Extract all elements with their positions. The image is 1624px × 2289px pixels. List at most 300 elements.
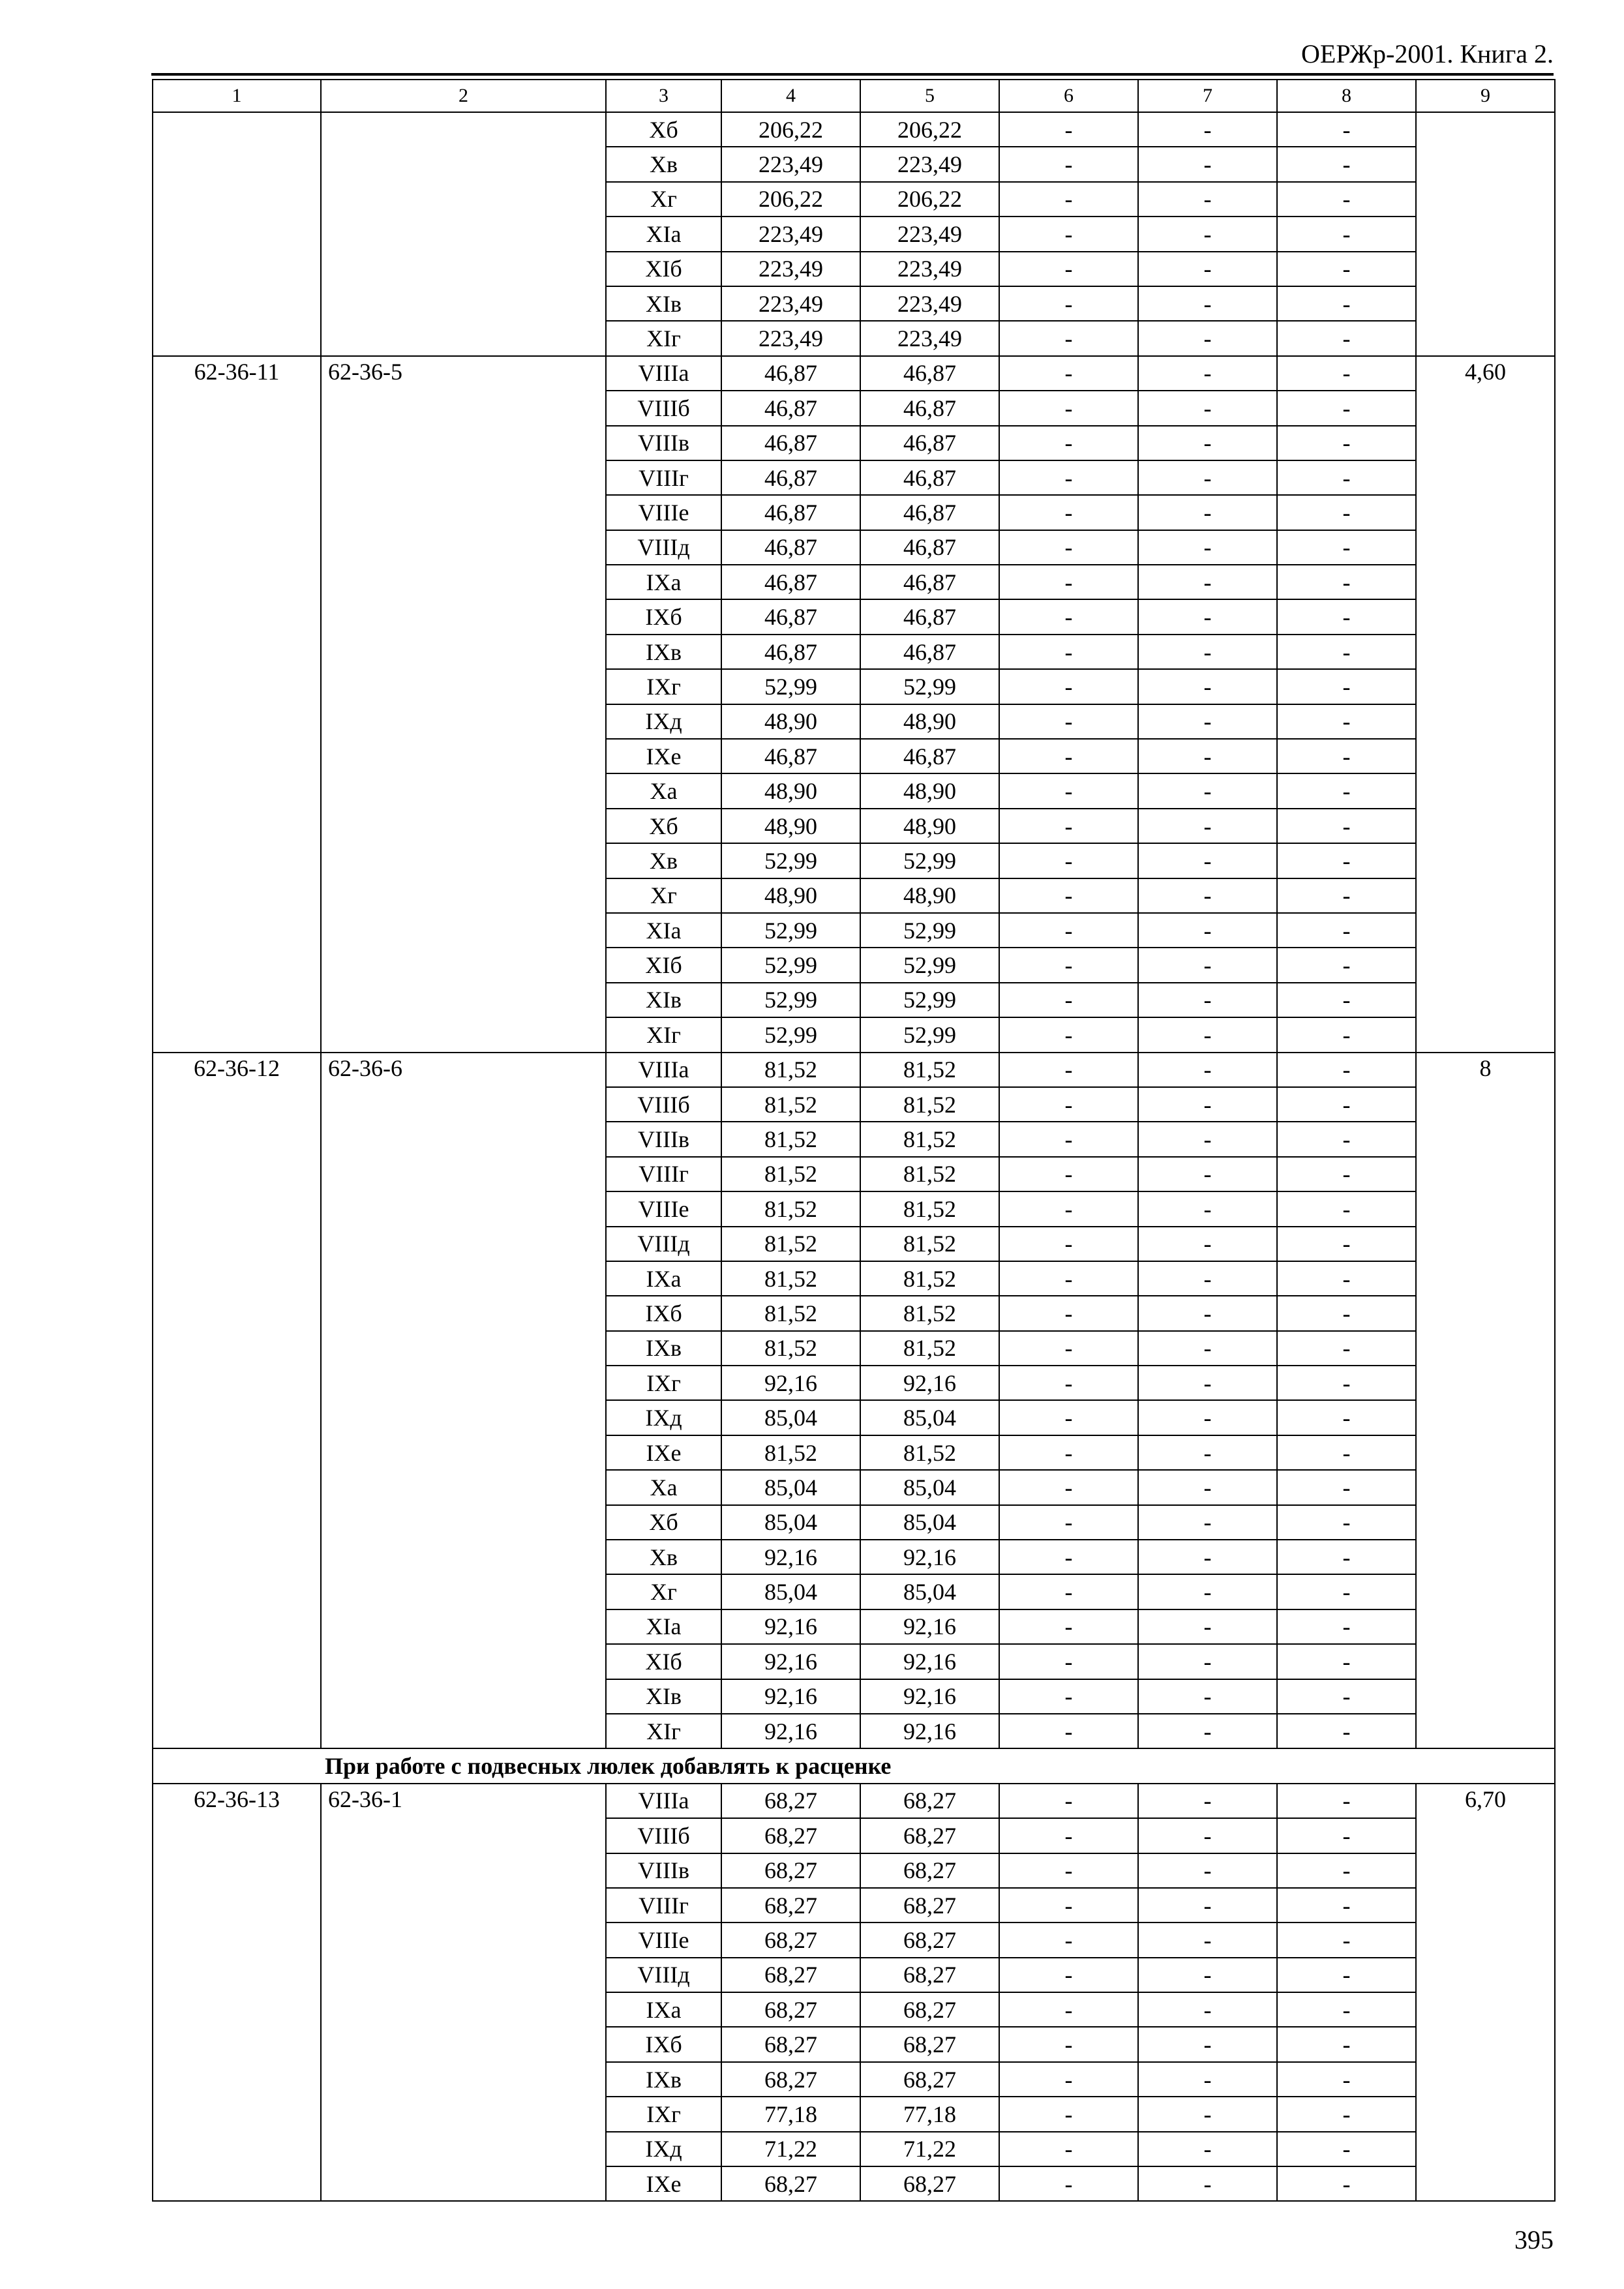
base-code-cell xyxy=(321,460,606,495)
base-code-cell xyxy=(321,286,606,321)
value-col8-cell: - xyxy=(1277,182,1416,217)
rate-code-cell xyxy=(153,182,321,217)
value-col6-cell: - xyxy=(999,565,1138,599)
value-col7-cell: - xyxy=(1138,983,1277,1017)
coefficient-cell xyxy=(1416,1435,1555,1470)
value-col6-cell: - xyxy=(999,1400,1138,1435)
table-row xyxy=(153,1922,1555,1957)
value-col8-cell: - xyxy=(1277,1435,1416,1470)
base-code-cell xyxy=(321,217,606,251)
value-col4-cell: 68,27 xyxy=(721,1888,860,1922)
value-col6-cell: - xyxy=(999,1714,1138,1748)
value-col6-cell: - xyxy=(999,983,1138,1017)
table-row xyxy=(153,182,1555,217)
value-col8-cell: - xyxy=(1277,1227,1416,1261)
coefficient-cell xyxy=(1416,530,1555,565)
value-col7-cell: - xyxy=(1138,2097,1277,2131)
value-col7-cell: - xyxy=(1138,1435,1277,1470)
rate-code-cell xyxy=(153,1227,321,1261)
value-col7-cell: - xyxy=(1138,2062,1277,2097)
rate-code-cell: 62-36-12 xyxy=(153,1053,321,1087)
value-col6-cell: - xyxy=(999,1609,1138,1644)
table-row xyxy=(153,1331,1555,1366)
value-col4-cell: 46,87 xyxy=(721,391,860,425)
category-cell: Xв xyxy=(606,843,721,878)
table-row xyxy=(153,495,1555,530)
value-col5-cell: 223,49 xyxy=(860,217,999,251)
coefficient-cell xyxy=(1416,2097,1555,2131)
value-col4-cell: 92,16 xyxy=(721,1366,860,1400)
coefficient-cell xyxy=(1416,1191,1555,1226)
value-col4-cell: 85,04 xyxy=(721,1574,860,1609)
category-cell: XIа xyxy=(606,217,721,251)
value-col5-cell: 52,99 xyxy=(860,1017,999,1052)
value-col5-cell: 85,04 xyxy=(860,1505,999,1540)
column-number: 9 xyxy=(1416,80,1555,112)
value-col5-cell: 81,52 xyxy=(860,1053,999,1087)
value-col6-cell: - xyxy=(999,635,1138,669)
value-col4-cell: 68,27 xyxy=(721,2027,860,2061)
value-col6-cell: - xyxy=(999,1574,1138,1609)
value-col6-cell: - xyxy=(999,739,1138,773)
rate-code-cell xyxy=(153,2062,321,2097)
value-col6-cell: - xyxy=(999,1366,1138,1400)
rate-code-cell xyxy=(153,495,321,530)
value-col4-cell: 68,27 xyxy=(721,1818,860,1853)
table-row xyxy=(153,913,1555,948)
coefficient-cell xyxy=(1416,252,1555,286)
value-col8-cell: - xyxy=(1277,878,1416,913)
table-row xyxy=(153,1818,1555,1853)
base-code-cell xyxy=(321,565,606,599)
value-col4-cell: 85,04 xyxy=(721,1505,860,1540)
rate-code-cell xyxy=(153,1087,321,1122)
base-code-cell xyxy=(321,1992,606,2027)
coefficient-cell xyxy=(1416,2166,1555,2201)
value-col4-cell: 81,52 xyxy=(721,1435,860,1470)
category-cell: VIIIд xyxy=(606,1958,721,1992)
value-col7-cell: - xyxy=(1138,1470,1277,1504)
value-col5-cell: 68,27 xyxy=(860,1888,999,1922)
value-col7-cell: - xyxy=(1138,1087,1277,1122)
value-col8-cell: - xyxy=(1277,1574,1416,1609)
column-number: 2 xyxy=(321,80,606,112)
rate-code-cell xyxy=(153,1505,321,1540)
category-cell: IXг xyxy=(606,2097,721,2131)
category-cell: Xв xyxy=(606,1540,721,1574)
value-col6-cell: - xyxy=(999,2097,1138,2131)
table-row xyxy=(153,426,1555,460)
value-col7-cell: - xyxy=(1138,1958,1277,1992)
value-col7-cell: - xyxy=(1138,391,1277,425)
value-col4-cell: 52,99 xyxy=(721,948,860,982)
value-col6-cell: - xyxy=(999,112,1138,147)
value-col7-cell: - xyxy=(1138,112,1277,147)
value-col5-cell: 46,87 xyxy=(860,426,999,460)
coefficient-cell xyxy=(1416,1958,1555,1992)
value-col4-cell: 206,22 xyxy=(721,112,860,147)
category-cell: Xг xyxy=(606,878,721,913)
value-col7-cell: - xyxy=(1138,878,1277,913)
base-code-cell xyxy=(321,1888,606,1922)
value-col5-cell: 48,90 xyxy=(860,704,999,739)
rate-code-cell xyxy=(153,704,321,739)
value-col6-cell: - xyxy=(999,530,1138,565)
rate-code-cell xyxy=(153,2097,321,2131)
coefficient-cell xyxy=(1416,1574,1555,1609)
value-col6-cell: - xyxy=(999,1017,1138,1052)
value-col8-cell: - xyxy=(1277,1540,1416,1574)
table-row xyxy=(153,1714,1555,1748)
value-col5-cell: 68,27 xyxy=(860,1958,999,1992)
base-code-cell xyxy=(321,1958,606,1992)
coefficient-cell xyxy=(1416,1714,1555,1748)
rate-code-cell xyxy=(153,252,321,286)
base-code-cell xyxy=(321,773,606,808)
base-code-cell xyxy=(321,426,606,460)
value-col8-cell: - xyxy=(1277,1087,1416,1122)
coefficient-cell xyxy=(1416,217,1555,251)
base-code-cell xyxy=(321,495,606,530)
value-col7-cell: - xyxy=(1138,426,1277,460)
base-code-cell xyxy=(321,1853,606,1888)
coefficient-cell xyxy=(1416,1644,1555,1679)
value-col4-cell: 68,27 xyxy=(721,1784,860,1818)
note-row xyxy=(153,1748,1555,1783)
value-col5-cell: 48,90 xyxy=(860,773,999,808)
value-col4-cell: 68,27 xyxy=(721,1958,860,1992)
base-code-cell xyxy=(321,1261,606,1296)
value-col5-cell: 92,16 xyxy=(860,1679,999,1714)
value-col7-cell: - xyxy=(1138,1331,1277,1366)
coefficient-cell xyxy=(1416,739,1555,773)
coefficient-cell xyxy=(1416,1331,1555,1366)
rate-code-cell: 62-36-11 xyxy=(153,356,321,391)
rate-code-cell xyxy=(153,739,321,773)
value-col5-cell: 223,49 xyxy=(860,147,999,181)
value-col5-cell: 85,04 xyxy=(860,1400,999,1435)
value-col7-cell: - xyxy=(1138,773,1277,808)
table-row xyxy=(153,1296,1555,1330)
rate-code-cell xyxy=(153,1992,321,2027)
category-cell: IXг xyxy=(606,1366,721,1400)
value-col6-cell: - xyxy=(999,809,1138,843)
value-col8-cell: - xyxy=(1277,1122,1416,1156)
value-col7-cell: - xyxy=(1138,704,1277,739)
value-col4-cell: 223,49 xyxy=(721,286,860,321)
value-col6-cell: - xyxy=(999,217,1138,251)
value-col8-cell: - xyxy=(1277,565,1416,599)
base-code-cell xyxy=(321,2097,606,2131)
category-cell: IXв xyxy=(606,635,721,669)
table-row xyxy=(153,1191,1555,1226)
value-col4-cell: 68,27 xyxy=(721,2062,860,2097)
table-row xyxy=(153,983,1555,1017)
value-col6-cell: - xyxy=(999,669,1138,704)
value-col4-cell: 81,52 xyxy=(721,1261,860,1296)
table-row xyxy=(153,669,1555,704)
value-col6-cell: - xyxy=(999,599,1138,634)
value-col6-cell: - xyxy=(999,843,1138,878)
rate-code-cell xyxy=(153,843,321,878)
value-col6-cell: - xyxy=(999,2062,1138,2097)
category-cell: Xг xyxy=(606,182,721,217)
base-code-cell xyxy=(321,1017,606,1052)
value-col4-cell: 48,90 xyxy=(721,809,860,843)
value-col7-cell: - xyxy=(1138,1366,1277,1400)
category-cell: IXа xyxy=(606,565,721,599)
value-col8-cell: - xyxy=(1277,773,1416,808)
column-number: 1 xyxy=(153,80,321,112)
value-col4-cell: 92,16 xyxy=(721,1644,860,1679)
base-code-cell: 62-36-1 xyxy=(321,1784,606,1818)
column-number: 4 xyxy=(721,80,860,112)
base-code-cell xyxy=(321,2132,606,2166)
coefficient-cell xyxy=(1416,1296,1555,1330)
value-col7-cell: - xyxy=(1138,913,1277,948)
column-number: 7 xyxy=(1138,80,1277,112)
rate-code-cell xyxy=(153,1540,321,1574)
value-col5-cell: 48,90 xyxy=(860,878,999,913)
rate-code-cell xyxy=(153,773,321,808)
category-cell: VIIIг xyxy=(606,1157,721,1191)
coefficient-cell xyxy=(1416,635,1555,669)
category-cell: XIа xyxy=(606,913,721,948)
value-col4-cell: 71,22 xyxy=(721,2132,860,2166)
coefficient-cell xyxy=(1416,460,1555,495)
category-cell: Xб xyxy=(606,809,721,843)
column-number: 8 xyxy=(1277,80,1416,112)
category-cell: Xб xyxy=(606,112,721,147)
value-col7-cell: - xyxy=(1138,1540,1277,1574)
category-cell: XIг xyxy=(606,1714,721,1748)
value-col8-cell: - xyxy=(1277,391,1416,425)
table-row xyxy=(153,2062,1555,2097)
table-row xyxy=(153,1261,1555,1296)
page-header-title: ОЕРЖр-2001. Книга 2. xyxy=(1301,39,1554,68)
value-col5-cell: 46,87 xyxy=(860,599,999,634)
value-col7-cell: - xyxy=(1138,1505,1277,1540)
value-col8-cell: - xyxy=(1277,321,1416,355)
value-col8-cell: - xyxy=(1277,1470,1416,1504)
category-cell: VIIIб xyxy=(606,1818,721,1853)
coefficient-cell xyxy=(1416,495,1555,530)
value-col6-cell: - xyxy=(999,773,1138,808)
value-col5-cell: 223,49 xyxy=(860,252,999,286)
value-col8-cell: - xyxy=(1277,1400,1416,1435)
coefficient-cell xyxy=(1416,1261,1555,1296)
category-cell: IXв xyxy=(606,2062,721,2097)
rate-code-cell xyxy=(153,1400,321,1435)
coefficient-cell xyxy=(1416,1400,1555,1435)
table-row xyxy=(153,460,1555,495)
table-row xyxy=(153,1853,1555,1888)
coefficient-cell: 4,60 xyxy=(1416,356,1555,391)
value-col4-cell: 68,27 xyxy=(721,2166,860,2201)
rate-code-cell xyxy=(153,391,321,425)
value-col7-cell: - xyxy=(1138,1818,1277,1853)
base-code-cell xyxy=(321,391,606,425)
rate-code-cell xyxy=(153,1818,321,1853)
value-col5-cell: 92,16 xyxy=(860,1366,999,1400)
table-row xyxy=(153,1784,1555,1818)
value-col4-cell: 223,49 xyxy=(721,217,860,251)
coefficient-cell xyxy=(1416,182,1555,217)
value-col7-cell: - xyxy=(1138,635,1277,669)
value-col5-cell: 77,18 xyxy=(860,2097,999,2131)
base-code-cell xyxy=(321,147,606,181)
coefficient-cell xyxy=(1416,1157,1555,1191)
coefficient-cell xyxy=(1416,669,1555,704)
value-col5-cell: 85,04 xyxy=(860,1574,999,1609)
coefficient-cell xyxy=(1416,1922,1555,1957)
rate-code-cell xyxy=(153,217,321,251)
base-code-cell xyxy=(321,1366,606,1400)
value-col7-cell: - xyxy=(1138,1679,1277,1714)
value-col8-cell: - xyxy=(1277,669,1416,704)
value-col7-cell: - xyxy=(1138,1296,1277,1330)
category-cell: IXа xyxy=(606,1992,721,2027)
value-col8-cell: - xyxy=(1277,426,1416,460)
category-cell: XIб xyxy=(606,948,721,982)
value-col6-cell: - xyxy=(999,460,1138,495)
category-cell: IXа xyxy=(606,1261,721,1296)
rate-code-cell xyxy=(153,1122,321,1156)
category-cell: VIIIе xyxy=(606,495,721,530)
coefficient-cell xyxy=(1416,112,1555,147)
value-col4-cell: 92,16 xyxy=(721,1540,860,1574)
rate-code-cell xyxy=(153,669,321,704)
value-col7-cell: - xyxy=(1138,182,1277,217)
value-col6-cell: - xyxy=(999,426,1138,460)
category-cell: VIIIа xyxy=(606,1053,721,1087)
table-row xyxy=(153,1888,1555,1922)
rate-code-cell xyxy=(153,286,321,321)
value-col7-cell: - xyxy=(1138,843,1277,878)
base-code-cell xyxy=(321,182,606,217)
value-col5-cell: 52,99 xyxy=(860,948,999,982)
table-row xyxy=(153,704,1555,739)
rate-code-cell xyxy=(153,565,321,599)
value-col5-cell: 68,27 xyxy=(860,2062,999,2097)
base-code-cell xyxy=(321,1296,606,1330)
rate-code-cell xyxy=(153,1609,321,1644)
table-row xyxy=(153,1087,1555,1122)
value-col7-cell: - xyxy=(1138,1053,1277,1087)
rate-code-cell xyxy=(153,460,321,495)
note-text: При работе с подвесных люлек добавлять к расценке xyxy=(153,1748,1555,1783)
value-col4-cell: 68,27 xyxy=(721,1853,860,1888)
base-code-cell xyxy=(321,1122,606,1156)
category-cell: VIIIа xyxy=(606,1784,721,1818)
base-code-cell xyxy=(321,635,606,669)
table-row xyxy=(153,2166,1555,2201)
table-row xyxy=(153,1958,1555,1992)
rate-code-cell xyxy=(153,599,321,634)
value-col4-cell: 52,99 xyxy=(721,843,860,878)
value-col5-cell: 52,99 xyxy=(860,983,999,1017)
table-row xyxy=(153,286,1555,321)
value-col6-cell: - xyxy=(999,391,1138,425)
value-col6-cell: - xyxy=(999,147,1138,181)
value-col4-cell: 81,52 xyxy=(721,1053,860,1087)
value-col8-cell: - xyxy=(1277,1958,1416,1992)
rate-code-cell xyxy=(153,878,321,913)
value-col7-cell: - xyxy=(1138,147,1277,181)
value-col5-cell: 48,90 xyxy=(860,809,999,843)
coefficient-cell xyxy=(1416,1087,1555,1122)
rate-code-cell xyxy=(153,1017,321,1052)
table-row xyxy=(153,2027,1555,2061)
table-row xyxy=(153,1157,1555,1191)
rate-code-cell xyxy=(153,1679,321,1714)
category-cell: XIг xyxy=(606,1017,721,1052)
page-number: 395 xyxy=(1514,2225,1554,2254)
value-col8-cell: - xyxy=(1277,1922,1416,1957)
coefficient-cell xyxy=(1416,147,1555,181)
table-row xyxy=(153,1400,1555,1435)
value-col7-cell: - xyxy=(1138,321,1277,355)
table-row xyxy=(153,112,1555,147)
column-number: 3 xyxy=(606,80,721,112)
value-col8-cell: - xyxy=(1277,286,1416,321)
category-cell: VIIIд xyxy=(606,530,721,565)
category-cell: IXе xyxy=(606,739,721,773)
value-col6-cell: - xyxy=(999,948,1138,982)
value-col5-cell: 223,49 xyxy=(860,286,999,321)
coefficient-cell xyxy=(1416,1122,1555,1156)
category-cell: IXб xyxy=(606,1296,721,1330)
table-row xyxy=(153,878,1555,913)
coefficient-cell xyxy=(1416,1853,1555,1888)
table-row xyxy=(153,1644,1555,1679)
table-body xyxy=(153,80,1555,2201)
table-row xyxy=(153,1679,1555,1714)
coefficient-cell xyxy=(1416,1366,1555,1400)
rate-code-cell xyxy=(153,147,321,181)
value-col4-cell: 223,49 xyxy=(721,321,860,355)
base-code-cell xyxy=(321,704,606,739)
table-row xyxy=(153,1227,1555,1261)
value-col8-cell: - xyxy=(1277,1644,1416,1679)
value-col7-cell: - xyxy=(1138,1644,1277,1679)
value-col8-cell: - xyxy=(1277,739,1416,773)
table-row xyxy=(153,2097,1555,2131)
base-code-cell xyxy=(321,1400,606,1435)
base-code-cell xyxy=(321,739,606,773)
rate-code-cell xyxy=(153,1922,321,1957)
table-row xyxy=(153,391,1555,425)
value-col4-cell: 92,16 xyxy=(721,1609,860,1644)
coefficient-cell xyxy=(1416,913,1555,948)
value-col4-cell: 52,99 xyxy=(721,669,860,704)
base-code-cell xyxy=(321,2027,606,2061)
value-col4-cell: 46,87 xyxy=(721,460,860,495)
table-row xyxy=(153,1435,1555,1470)
value-col6-cell: - xyxy=(999,1888,1138,1922)
category-cell: VIIIв xyxy=(606,1853,721,1888)
rate-code-cell xyxy=(153,1714,321,1748)
value-col4-cell: 92,16 xyxy=(721,1714,860,1748)
category-cell: IXб xyxy=(606,599,721,634)
value-col6-cell: - xyxy=(999,2166,1138,2201)
value-col7-cell: - xyxy=(1138,739,1277,773)
value-col7-cell: - xyxy=(1138,599,1277,634)
rate-code-cell xyxy=(153,1958,321,1992)
rate-code-cell xyxy=(153,1888,321,1922)
base-code-cell xyxy=(321,843,606,878)
coefficient-cell xyxy=(1416,704,1555,739)
